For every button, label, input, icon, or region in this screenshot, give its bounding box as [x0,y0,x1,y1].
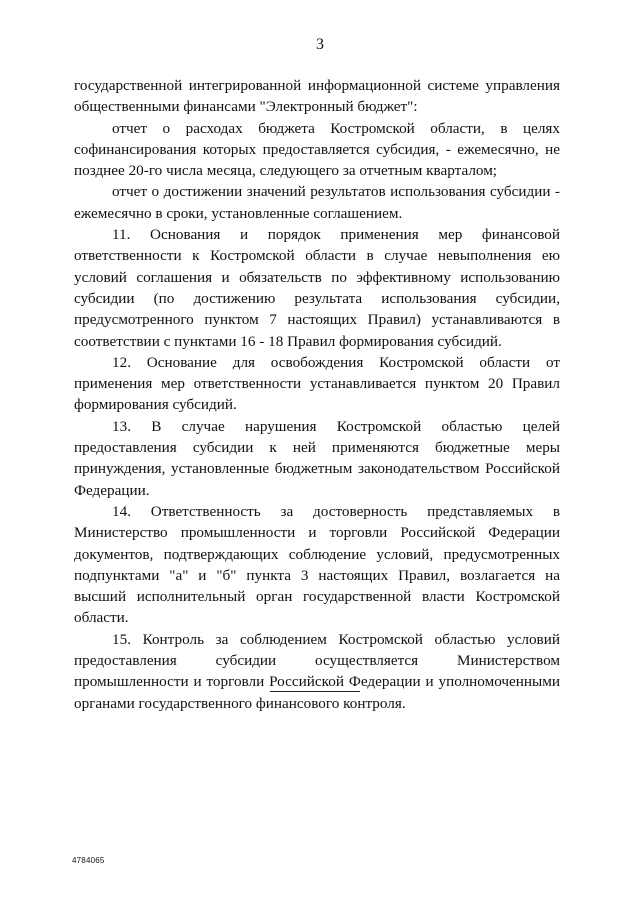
page-number: 3 [316,36,324,53]
document-body [74,75,560,714]
paragraph-item-15: 15. Контроль за соблюдением Костромской областью условий предоставления субсидии осуществляется Министерством промышленности и торговли Российской Федерации и уполномоченными органами государственного финансового контроля. [74,630,560,712]
paragraph-results-report: отчет о достижении значений результатов использования субсидии - ежемесячно в сроки, установленные соглашением. [74,183,560,222]
paragraph-item-14: 14. Ответственность за достоверность представляемых в Министерство промышленности и торговли Российской Федерации документов, подтверждающих соблюдение условий, предусмотренных подпунктами "а" и "б" пункта 3 настоящих Правил, возлагается на высший исполнительный орган государственной власти Костромской области. [74,502,560,627]
paragraph-continuation: государственной интегрированной информационной системе управления общественными финансами "Электронный бюджет": [74,77,560,116]
document-code: 4784065 [72,856,105,865]
end-separator-line [270,691,360,692]
paragraph-item-13: 13. В случае нарушения Костромской областью целей предоставления субсидии к ней применяются бюджетные меры принуждения, установленные бюджетным законодательством Российской Федерации. [74,417,560,499]
paragraph-item-11: 11. Основания и порядок применения мер финансовой ответственности к Костромской области в случае невыполнения ею условий соглашения и обязательств по эффективному использованию субсидии (по достижению результата использования субсидии, предусмотренного пунктом 7 настоящих Правил) устанавливаются в соответствии с пунктами 16 - 18 Правил формирования субсидий. [74,226,560,350]
paragraph-expense-report: отчет о расходах бюджета Костромской области, в целях софинансирования которых предоставляется субсидия, - ежемесячно, не позднее 20-го числа месяца, следующего за отчетным кварталом; [74,119,560,180]
paragraph-item-12: 12. Основание для освобождения Костромской области от применения мер ответственности устанавливается пунктом 20 Правил формирования субсидий. [74,353,560,414]
